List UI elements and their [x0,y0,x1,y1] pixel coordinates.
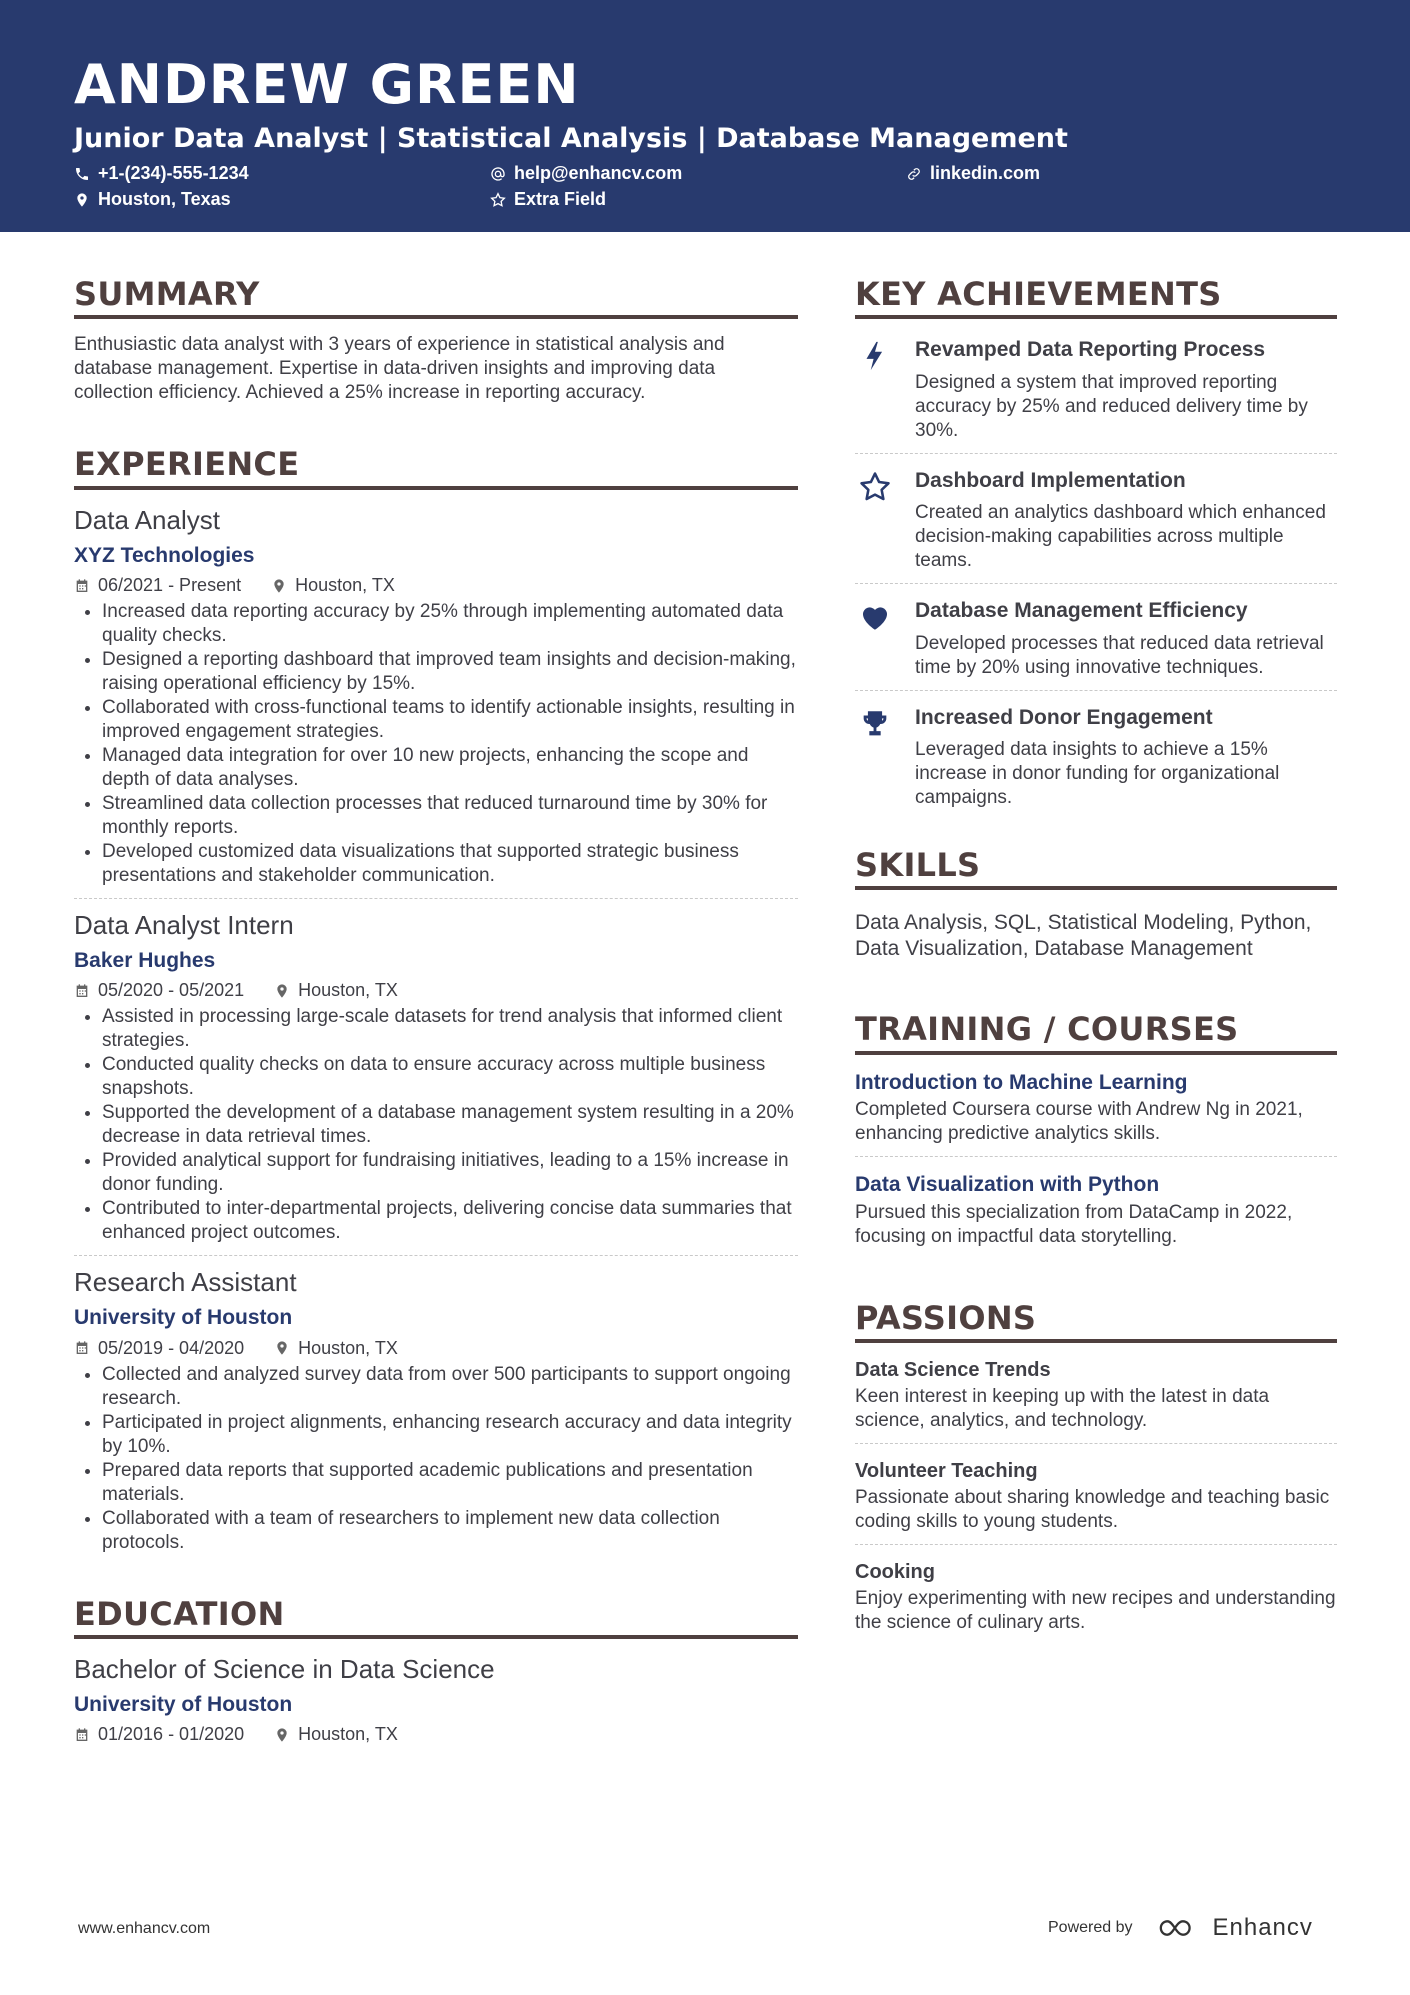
course-item [855,1165,1337,1259]
passion-title: Volunteer Teaching [855,1460,1038,1483]
left-column [74,275,798,1749]
phone-icon [74,166,90,182]
passion-item [855,1553,1337,1645]
contact-extra [490,189,606,210]
contact-email [490,163,682,184]
passion-desc: Keen interest in keeping up with the latest in data science, analytics, and technology. [855,1386,1270,1432]
location-pin-icon [274,1340,290,1356]
job-location: Houston, TX [295,575,395,596]
job-dates: 05/2020 - 05/2021 [98,980,245,1001]
achievement-title: Increased Donor Engagement [915,705,1213,729]
list-item: • Streamlined data collection processes that reduced turnaround time by 30% for monthly reports. [102,792,798,840]
achievements-section [855,275,1337,820]
powered-by-text: Powered by [1048,1919,1133,1936]
brand-name: Enhancv [1212,1914,1313,1941]
company-name: Baker Hughes [74,948,216,972]
list-item: • Increased data reporting accuracy by 25% through implementing automated data quality checks. [102,600,798,648]
email-link[interactable]: help@enhancv.com [514,163,683,183]
job-bullets [74,600,798,888]
job-entry [74,1266,798,1564]
experience-section [74,445,798,1564]
passion-desc: Enjoy experimenting with new recipes and understanding the science of culinary arts. [855,1588,1336,1634]
heart-icon [858,600,892,634]
job-entry [74,909,798,1256]
location-pin-icon [274,1727,290,1743]
passion-desc: Passionate about sharing knowledge and teaching basic coding skills to young students. [855,1487,1330,1533]
course-desc: Completed Coursera course with Andrew Ng in 2021, enhancing predictive analytics skills. [855,1099,1303,1145]
achievement-desc: Designed a system that improved reporting accuracy by 25% and reduced delivery time by 30%. [915,371,1308,441]
achievement-item [855,323,1337,453]
summary-title: SUMMARY [74,275,798,319]
list-item: • Provided analytical support for fundraising initiatives, leading to a 15% increase in donor funding. [102,1149,798,1197]
education-title: EDUCATION [74,1595,798,1639]
achievement-item [855,454,1337,584]
candidate-headline: Junior Data Analyst | Statistical Analysis | Database Management [74,123,1068,154]
achievement-desc: Created an analytics dashboard which enhanced decision-making capabilities across multiple teams. [915,502,1326,572]
job-location: Houston, TX [298,1337,398,1358]
skills-text: Data Analysis, SQL, Statistical Modeling, Python, Data Visualization, Database Management [855,911,1312,961]
footer-branding [1048,1914,1313,1942]
passion-title: Data Science Trends [855,1359,1051,1382]
company-name: XYZ Technologies [74,543,255,567]
location-pin-icon [274,983,290,999]
achievement-item [855,584,1337,690]
course-title: Introduction to Machine Learning [855,1070,1188,1094]
trophy-icon [858,707,892,741]
achievement-desc: Developed processes that reduced data retrieval time by 20% using innovative techniques. [915,632,1324,678]
contact-phone [74,163,249,184]
resume-header [0,0,1410,232]
list-item: • Assisted in processing large-scale datasets for trend analysis that informed client strategies. [102,1005,798,1053]
job-bullets [74,1363,798,1555]
job-meta [74,575,798,596]
summary-text: Enthusiastic data analyst with 3 years of experience in statistical analysis and database management. Expertise in data-driven insights and improving data collection efficiency. Achieved a 25% increase in reporting accuracy. [74,334,725,404]
passion-item [855,1452,1337,1545]
phone-text: +1-(234)-555-1234 [98,163,249,183]
calendar-icon [74,1727,90,1743]
training-section [855,1010,1337,1258]
list-item: • Conducted quality checks on data to ensure accuracy across multiple business snapshots. [102,1053,798,1101]
education-dates: 01/2016 - 01/2020 [98,1724,245,1745]
job-title: Data Analyst Intern [74,910,294,941]
list-item: • Managed data integration for over 10 new projects, enhancing the scope and depth of data analyses. [102,744,798,792]
list-item: • Collected and analyzed survey data from over 500 participants to support ongoing research. [102,1363,798,1411]
extra-field-text: Extra Field [514,189,607,209]
list-item: • Contributed to inter-departmental projects, delivering concise data summaries that enhanced project outcomes. [102,1197,798,1245]
achievement-title: Database Management Efficiency [915,599,1248,623]
linkedin-link[interactable]: linkedin.com [930,163,1041,183]
passion-item [855,1351,1337,1444]
contact-location [74,189,231,210]
achievement-item [855,691,1337,820]
company-name: University of Houston [74,1306,293,1330]
right-column [855,275,1337,1653]
degree-title: Bachelor of Science in Data Science [74,1654,495,1685]
job-location: Houston, TX [298,980,398,1001]
achievements-title: KEY ACHIEVEMENTS [855,275,1337,319]
list-item: • Prepared data reports that supported academic publications and presentation materials. [102,1459,798,1507]
enhancv-logo[interactable] [1157,1914,1313,1942]
job-dates: 06/2021 - Present [98,575,242,596]
job-title: Research Assistant [74,1267,297,1298]
passions-section [855,1299,1337,1645]
lightning-icon [858,339,892,373]
list-item: • Collaborated with cross-functional teams to identify actionable insights, resulting in improved engagement strategies. [102,696,798,744]
experience-title: EXPERIENCE [74,445,798,489]
calendar-icon [74,1340,90,1356]
skills-section [855,846,1337,962]
list-item: • Supported the development of a database management system resulting in a 20% decrease in data retrieval times. [102,1101,798,1149]
link-icon [906,166,922,182]
at-icon [490,166,506,182]
job-bullets [74,1005,798,1245]
course-title: Data Visualization with Python [855,1173,1160,1197]
contact-linkedin [906,163,1040,184]
location-pin-icon [74,192,90,208]
achievement-title: Revamped Data Reporting Process [915,338,1266,362]
star-outline-icon [490,192,506,208]
job-title: Data Analyst [74,504,220,535]
list-item: • Collaborated with a team of researchers to implement new data collection protocols. [102,1507,798,1555]
location-pin-icon [271,578,287,594]
list-item: • Designed a reporting dashboard that improved team insights and decision-making, raising operational efficiency by 15%. [102,648,798,696]
job-entry [74,504,798,899]
calendar-icon [74,578,90,594]
training-title: TRAINING / COURSES [855,1010,1337,1054]
star-icon [858,470,892,504]
job-meta [74,980,798,1001]
education-location: Houston, TX [298,1724,398,1745]
enhancv-logo-icon [1157,1916,1203,1940]
achievement-title: Dashboard Implementation [915,468,1186,492]
list-item: • Participated in project alignments, enhancing research accuracy and data integrity by 10%. [102,1411,798,1459]
footer-website[interactable]: www.enhancv.com [78,1920,211,1937]
candidate-name: ANDREW GREEN [74,53,580,116]
job-meta [74,1338,798,1359]
course-desc: Pursued this specialization from DataCamp in 2022, focusing on impactful data storytelling. [855,1201,1293,1247]
list-item: • Developed customized data visualizations that supported strategic business presentations and stakeholder communication. [102,840,798,888]
achievement-desc: Leveraged data insights to achieve a 15% increase in donor funding for organizational campaigns. [915,738,1280,808]
course-item [855,1063,1337,1158]
passion-title: Cooking [855,1561,935,1584]
school-name: University of Houston [74,1692,293,1716]
skills-title: SKILLS [855,846,1337,890]
calendar-icon [74,983,90,999]
location-text: Houston, Texas [98,189,231,209]
job-dates: 05/2019 - 04/2020 [98,1337,245,1358]
passions-title: PASSIONS [855,1299,1337,1343]
education-section [74,1595,798,1746]
education-meta [74,1724,798,1745]
summary-section [74,275,798,405]
